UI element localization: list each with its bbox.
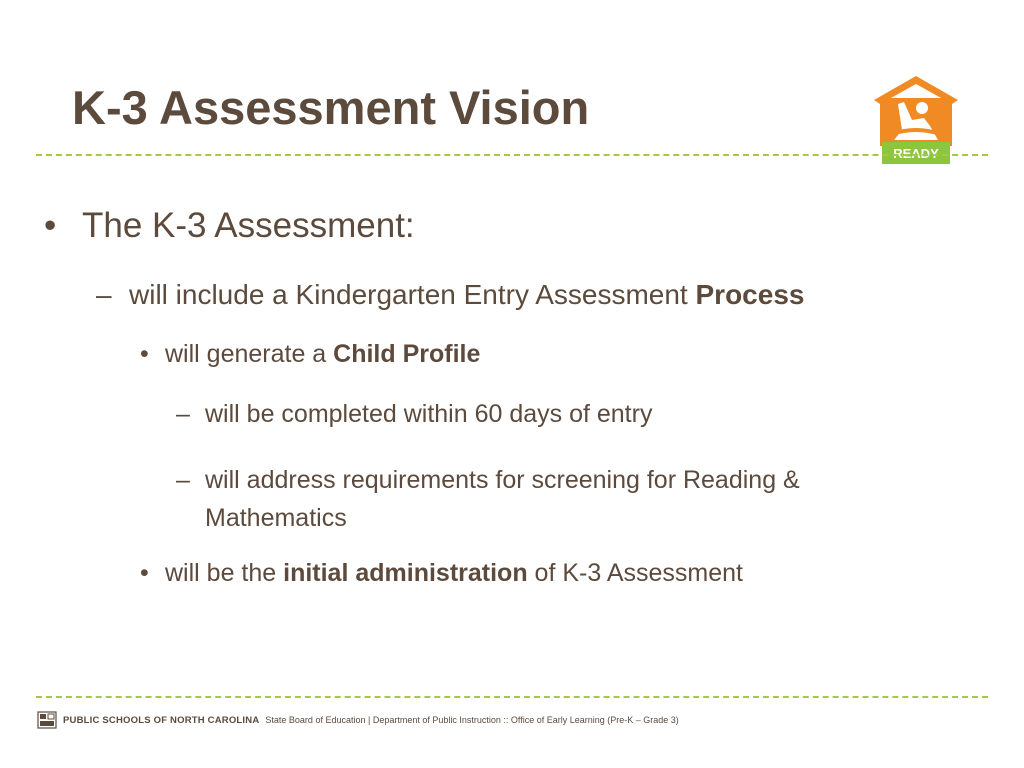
dash-level4 xyxy=(176,400,652,429)
dash-marker: – xyxy=(176,466,190,494)
dash-text: will include a Kindergarten Entry Assessment xyxy=(129,279,696,310)
ready-logo xyxy=(872,74,960,166)
bullet-text: will generate a xyxy=(165,340,334,368)
bullet-text: will be the xyxy=(165,559,284,587)
bullet-marker: • xyxy=(44,206,57,245)
bottom-divider xyxy=(36,696,988,698)
dash-level4 xyxy=(176,461,800,537)
footer-org: PUBLIC SCHOOLS OF NORTH CAROLINA xyxy=(63,714,260,726)
footer xyxy=(37,711,679,729)
dash-marker: – xyxy=(96,279,112,310)
bullet-bold-text: Child Profile xyxy=(333,340,481,368)
bullet-level1 xyxy=(44,206,415,246)
logo-text: READY xyxy=(893,146,939,161)
bullet-text: The K-3 Assessment: xyxy=(82,206,415,245)
dash-text: will address requirements for screening for Reading & xyxy=(205,466,800,494)
state-seal-icon xyxy=(37,711,57,729)
bullet-level3 xyxy=(140,559,743,588)
footer-text: State Board of Education | Department of Public Instruction :: Office of Early Learning (Pre-K – Grade 3) xyxy=(265,715,679,725)
slide-title: K-3 Assessment Vision xyxy=(72,81,590,134)
dash-marker: – xyxy=(176,400,190,428)
top-divider xyxy=(36,154,988,156)
bullet-bold-text: initial administration xyxy=(283,559,528,587)
dash-bold-text: Process xyxy=(695,279,805,310)
dash-text-continued: Mathematics xyxy=(205,504,347,532)
bullet-marker: • xyxy=(140,559,149,587)
logo-child-head xyxy=(916,102,928,114)
dash-text: will be completed within 60 days of entry xyxy=(205,400,653,428)
bullet-marker: • xyxy=(140,340,149,368)
dash-level2 xyxy=(96,279,804,311)
bullet-level3 xyxy=(140,340,480,369)
bullet-text-end: of K-3 Assessment xyxy=(527,559,743,587)
